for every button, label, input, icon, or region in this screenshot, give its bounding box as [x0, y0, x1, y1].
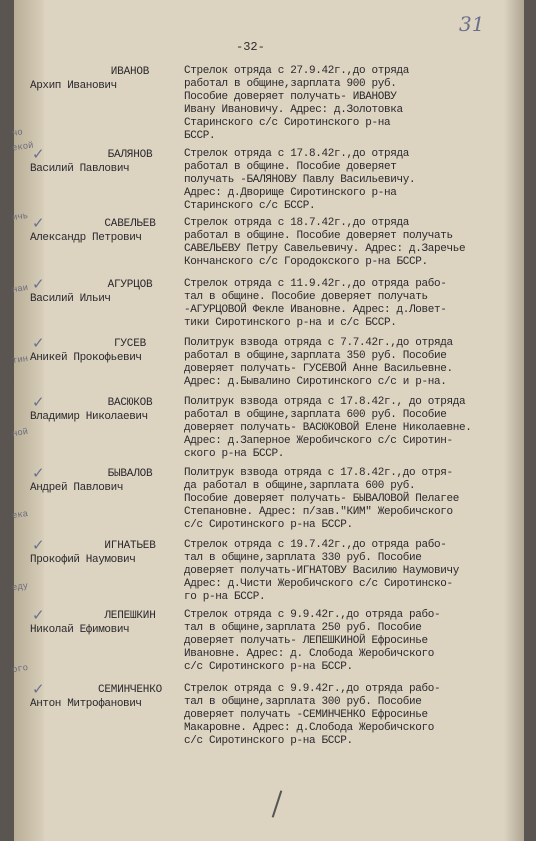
entry-text-line: доверяет получать-ИГНАТОВУ Василию Наумовичу: [184, 565, 460, 577]
entry-text-line: го р-на БССР.: [184, 591, 266, 603]
margin-fragment: чо: [11, 127, 24, 139]
entry-text-line: Ивановне. Адрес: д. Слобода Жеробичского: [184, 648, 435, 660]
entry-text-line: Макаровне. Адрес: д.Слобода Жеробичского: [184, 722, 435, 734]
entry-text-line: доверяет получать -СЕМИНЧЕНКО Ефросинье: [184, 709, 428, 721]
entry-given-name: Антон Митрофанович: [30, 698, 142, 710]
entry-surname: ИГНАТЬЕВ: [104, 540, 156, 552]
entry-text-line: получать -БАЛЯНОВУ Павлу Васильевичу.: [184, 174, 416, 186]
entry-text-line: работал в общине. Пособие доверяет получать: [184, 230, 453, 242]
entry-given-name: Василий Ильич: [30, 293, 111, 305]
entry-surname: САВЕЛЬЕВ: [104, 218, 156, 230]
margin-fragment: екой: [11, 140, 35, 154]
entry-text-line: Стрелок отряда с 17.8.42г.,до отряда: [184, 148, 410, 160]
entry-text-line: Политрук взвода отряда с 17.8.42г., до отряда: [184, 396, 466, 408]
document-page: [11, 0, 524, 841]
entry-text-line: Стрелок отряда с 18.7.42г.,до отряда: [184, 217, 410, 229]
entry-text-line: Адрес: д.Чисти Жеробичского с/с Сиротинско-: [184, 578, 453, 590]
entry-text-line: тал в общине,зарплата 330 руб. Пособие: [184, 552, 422, 564]
page-number: -32-: [236, 40, 265, 54]
entry-text-line: Стрелок отряда с 9.9.42г.,до отряда рабо-: [184, 683, 441, 695]
entry-surname: ГУСЕВ: [113, 338, 146, 350]
entry-surname: ЛЕПЕШКИН: [104, 610, 156, 622]
check-mark-icon: ✓: [32, 536, 45, 554]
margin-fragment: ной: [11, 426, 29, 440]
entry-text-line: с/с Сиротинского р-на БССР.: [184, 735, 353, 747]
entry-text-line: САВЕЛЬЕВУ Петру Савельевичу. Адрес: д.Заречье: [184, 243, 466, 255]
entry-given-name: Владимир Николаевич: [30, 411, 148, 423]
entry-text-line: Пособие доверяет получать- БЫВАЛОВОЙ Пелагее: [184, 493, 460, 505]
check-mark-icon: ✓: [32, 334, 45, 352]
check-mark-icon: ✓: [32, 464, 45, 482]
entry-text-line: да работал в общине,зарплата 600 руб.: [184, 480, 416, 492]
entry-text-line: тал в общине,зарплата 250 руб. Пособие: [184, 622, 422, 634]
entry-given-name: Николай Ефимович: [30, 624, 130, 636]
entry-text-line: Адрес: д.Бывалино Сиротинского с/с и р-на.: [184, 376, 447, 388]
entry-text-line: с/с Сиротинского р-на БССР.: [184, 519, 353, 531]
entry-text-line: Кончанского с/с Городокского р-на БССР.: [184, 256, 428, 268]
check-mark-icon: ✓: [32, 214, 45, 232]
entry-text-line: Стрелок отряда с 19.7.42г.,до отряда рабо-: [184, 539, 447, 551]
entry-text-line: доверяет получать- ЛЕПЕШКИНОЙ Ефросинье: [184, 635, 428, 647]
entry-text-line: Старинского с/с Сиротинского р-на: [184, 117, 391, 129]
entry-surname: ИВАНОВ: [110, 66, 150, 78]
entry-given-name: Архип Иванович: [30, 80, 117, 92]
entry-surname: АГУРЦОВ: [107, 279, 153, 291]
entry-text-line: ского р-на БССР.: [184, 448, 285, 460]
entry-surname: СЕМИНЧЕНКО: [97, 684, 162, 696]
entry-text-line: работал в общине. Пособие доверяет: [184, 161, 397, 173]
entry-text-line: -АГУРЦОВОЙ Фекле Ивановне. Адрес: д.Ловет-: [184, 304, 447, 316]
entry-text-line: БССР.: [184, 130, 216, 142]
entry-given-name: Прокофий Наумович: [30, 554, 136, 566]
folio-number: 31: [459, 12, 485, 36]
entry-surname: БЫВАЛОВ: [107, 468, 153, 480]
entry-surname: БАЛЯНОВ: [107, 149, 153, 161]
entry-text-line: работал в общине,зарплата 900 руб.: [184, 78, 397, 90]
entry-given-name: Василий Павлович: [30, 163, 130, 175]
entry-text-line: доверяет получать- ГУСЕВОЙ Анне Васильевне.: [184, 363, 453, 375]
pen-stroke-mark: [272, 790, 283, 817]
margin-fragment: ичь: [11, 210, 29, 224]
check-mark-icon: ✓: [32, 275, 45, 293]
check-mark-icon: ✓: [32, 606, 45, 624]
entry-text-line: Старинского с/с БССР.: [184, 200, 316, 212]
margin-fragment: еду: [11, 580, 29, 594]
entry-given-name: Андрей Павлович: [30, 482, 124, 494]
entry-text-line: работал в общине,зарплата 350 руб. Пособие: [184, 350, 447, 362]
entry-text-line: Адрес: д.Дворище Сиротинского р-на: [184, 187, 397, 199]
entry-given-name: Аникей Прокофьевич: [30, 352, 142, 364]
entry-text-line: Пособие доверяет получать- ИВАНОВУ: [184, 91, 397, 103]
entry-text-line: доверяет получать- ВАСЮКОВОЙ Елене Николаевне.: [184, 422, 472, 434]
entry-text-line: Адрес: д.Заперное Жеробичского с/с Сиротин-: [184, 435, 453, 447]
check-mark-icon: ✓: [32, 145, 45, 163]
entry-text-line: тал в общине. Пособие доверяет получать: [184, 291, 428, 303]
entry-text-line: с/с Сиротинского р-на БССР.: [184, 661, 353, 673]
margin-fragment: тин: [11, 353, 29, 367]
check-mark-icon: ✓: [32, 680, 45, 698]
entry-text-line: тал в общине,зарплата 300 руб. Пособие: [184, 696, 422, 708]
entry-text-line: Степановне. Адрес: п/зав."КИМ" Жеробичского: [184, 506, 453, 518]
entry-text-line: Политрук взвода отряда с 17.8.42г.,до отря-: [184, 467, 453, 479]
entry-text-line: Ивану Ивановичу. Адрес: д.Золотовка: [184, 104, 403, 116]
entry-text-line: Стрелок отряда с 11.9.42г.,до отряда рабо-: [184, 278, 447, 290]
margin-fragment: наи: [11, 282, 29, 296]
entry-text-line: тики Сиротинского р-на и с/с БССР.: [184, 317, 397, 329]
entry-text-line: Политрук взвода отряда с 7.7.42г.,до отряда: [184, 337, 453, 349]
entry-text-line: работал в общине,зарплата 600 руб. Пособие: [184, 409, 447, 421]
entry-surname: ВАСЮКОВ: [107, 397, 153, 409]
entry-text-line: Стрелок отряда с 9.9.42г.,до отряда рабо-: [184, 609, 441, 621]
check-mark-icon: ✓: [32, 393, 45, 411]
margin-fragment: ека: [11, 508, 29, 522]
entry-given-name: Александр Петрович: [30, 232, 142, 244]
entry-text-line: Стрелок отряда с 27.9.42г.,до отряда: [184, 65, 410, 77]
margin-fragment: ого: [11, 662, 29, 676]
